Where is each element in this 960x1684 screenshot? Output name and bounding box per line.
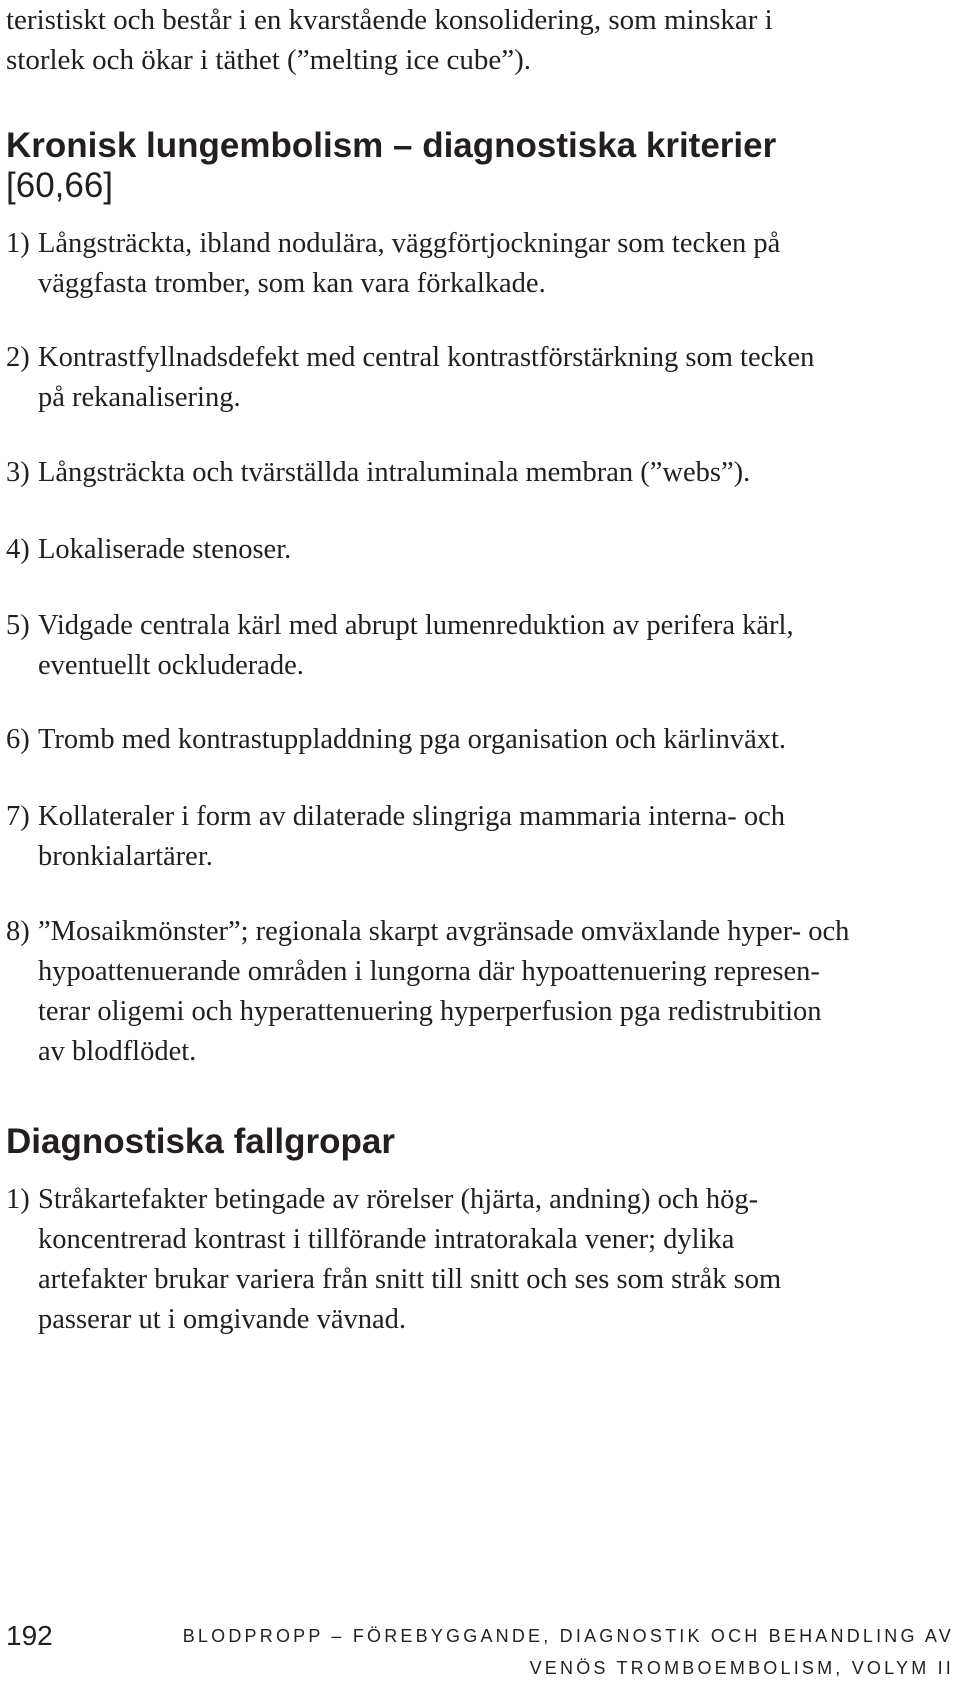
item-line: artefakter brukar variera från snitt till snitt och ses som stråk som [38, 1264, 782, 1295]
item-line: hypoattenuerande områden i lungorna där hypoattenuering represen- [38, 956, 820, 987]
item-line: Kollateraler i form av dilaterade slingriga mammaria interna- och [38, 801, 786, 832]
item-line: Tromb med kontrastuppladdning pga organisation och kärlinväxt. [38, 724, 787, 755]
item-line: ”Mosaikmönster”; regionala skarpt avgränsade omväxlande hyper- och [38, 916, 850, 947]
item-line: av blodflödet. [38, 1036, 197, 1067]
pitfall-item-1 [6, 1180, 946, 1340]
criteria-item-8 [6, 912, 946, 1072]
item-number: 8) [6, 916, 30, 947]
item-number: 6) [6, 724, 30, 755]
intro-paragraph [6, 0, 946, 80]
footer-title-line: BLODPROPP – FÖREBYGGANDE, DIAGNOSTIK OCH BEHANDLING AV [182, 1626, 954, 1646]
item-number: 3) [6, 457, 30, 488]
item-line: Långsträckta, ibland nodulära, väggförtjockningar som tecken på [38, 228, 781, 259]
intro-line: teristiskt och består i en kvarstående konsolidering, som minskar i [6, 4, 773, 36]
item-line: på rekanalisering. [38, 382, 241, 413]
item-line: väggfasta tromber, som kan vara förkalkade. [38, 268, 546, 299]
item-number: 4) [6, 534, 30, 565]
item-line: bronkialartärer. [38, 841, 213, 872]
item-line: Långsträckta och tvärställda intraluminala membran (”webs”). [38, 457, 751, 488]
page-number: 192 [6, 1620, 53, 1651]
section-heading-pitfalls: Diagnostiska fallgropar [6, 1122, 395, 1161]
item-line: koncentrerad kontrast i tillförande intratorakala vener; dylika [38, 1224, 735, 1255]
criteria-item-7 [6, 797, 946, 877]
item-line: eventuellt ockluderade. [38, 650, 304, 681]
item-line: terar oligemi och hyperattenuering hyperperfusion pga redistrubition [38, 996, 822, 1027]
criteria-item-4 [6, 530, 946, 570]
item-line: Kontrastfyllnadsdefekt med central kontrastförstärkning som tecken [38, 342, 815, 373]
item-number: 1) [6, 228, 30, 259]
item-number: 7) [6, 801, 30, 832]
intro-line: storlek och ökar i täthet (”melting ice cube”). [6, 44, 532, 76]
criteria-item-3 [6, 453, 946, 493]
item-number: 2) [6, 342, 30, 373]
running-footer-title [183, 1620, 954, 1684]
criteria-item-1 [6, 224, 946, 304]
item-line: Vidgade centrala kärl med abrupt lumenreduktion av perifera kärl, [38, 610, 794, 641]
section-heading-chronic-pe: Kronisk lungembolism – diagnostiska kriterier [6, 126, 777, 165]
item-line: Stråkartefakter betingade av rörelser (hjärta, andning) och hög- [38, 1184, 759, 1215]
section-reference: [60,66] [6, 166, 114, 205]
item-number: 1) [6, 1184, 30, 1215]
item-line: Lokaliserade stenoser. [38, 534, 292, 565]
item-number: 5) [6, 610, 30, 641]
criteria-item-5 [6, 606, 946, 686]
footer-title-line: VENÖS TROMBOEMBOLISM, VOLYM II [529, 1658, 954, 1678]
criteria-item-6 [6, 720, 946, 760]
item-line: passerar ut i omgivande vävnad. [38, 1304, 407, 1335]
criteria-item-2 [6, 338, 946, 418]
